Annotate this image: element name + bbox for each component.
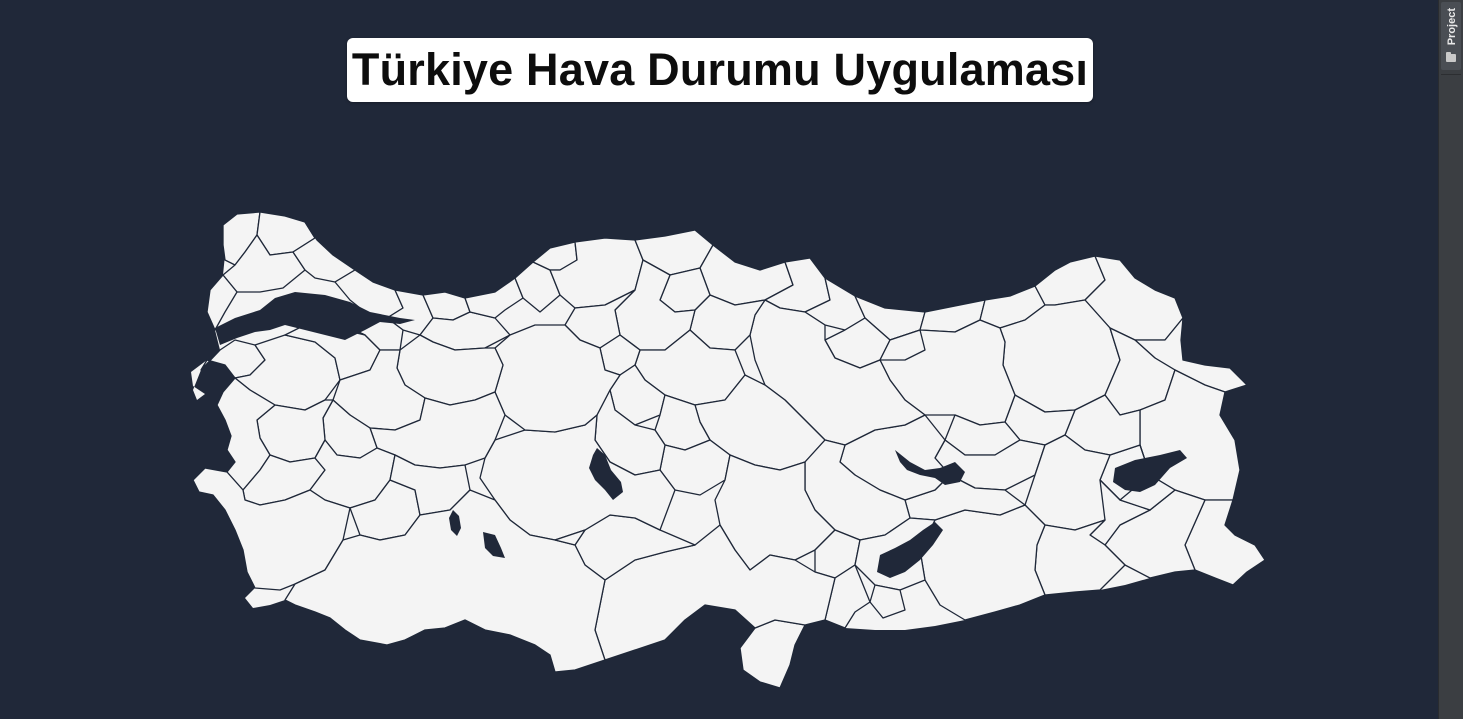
project-tab-label: Project bbox=[1446, 8, 1458, 46]
title-card bbox=[347, 38, 1093, 102]
turkey-map-svg bbox=[165, 200, 1275, 700]
province-layer bbox=[193, 212, 1265, 688]
turkey-map bbox=[165, 200, 1275, 700]
side-tool-strip bbox=[1438, 0, 1463, 719]
project-tab[interactable] bbox=[1441, 2, 1461, 70]
side-divider bbox=[1441, 74, 1461, 75]
province-sanliurfa[interactable] bbox=[920, 505, 1045, 620]
folder-icon bbox=[1446, 54, 1456, 62]
page-title: Türkiye Hava Durumu Uygulaması bbox=[351, 44, 1089, 95]
